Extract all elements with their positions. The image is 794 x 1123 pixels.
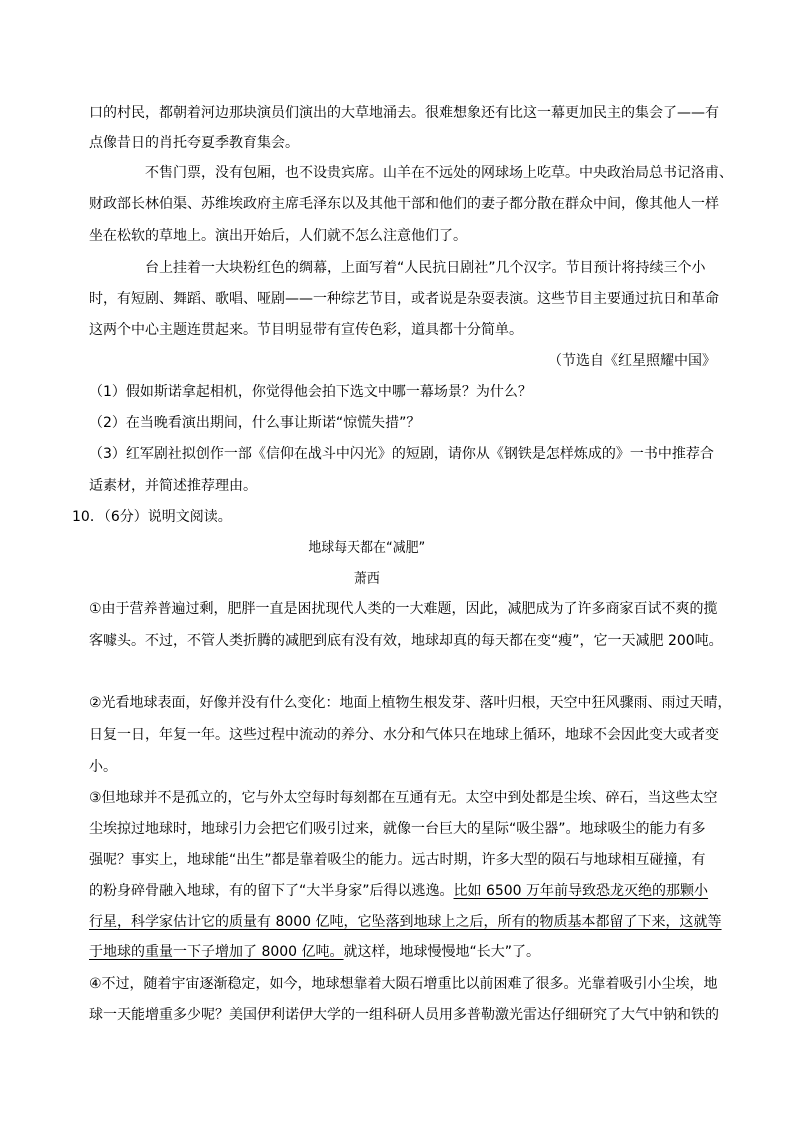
article-paragraph-4-line: 球一天能增重多少呢？美国伊利诺伊大学的一组科研人员用多普勒激光雷达仔细研究了大气中钠和铁的 xyxy=(89,1007,719,1023)
question-10-header: 10．（6分）说明文阅读。 xyxy=(72,509,232,525)
article-paragraph-2-line: ②光看地球表面，好像并没有什么变化：地面上植物生根发芽、落叶归根，天空中狂风骤雨、雨过天晴， xyxy=(89,695,732,711)
article-paragraph-1-line: 客噱头。不过，不管人类折腾的减肥到底有没有效，地球却真的每天都在变“瘦”，它一天减肥 200吨。 xyxy=(89,633,723,649)
article-paragraph-3-line xyxy=(89,881,708,901)
passage-line: 时，有短剧、舞蹈、歌唱、哑剧——一种综艺节目，或者说是杂耍表演。这些节目主要通过抗日和革命 xyxy=(89,291,719,307)
underlined-sentence: 于地球的重量一下子增加了 8000 亿吨。 xyxy=(89,944,344,960)
passage-line: 口的村民，都朝着河边那块演员们演出的大草地涌去。很难想象还有比这一幕更加民主的集会了——有 xyxy=(89,105,719,121)
question-item: （1）假如斯诺拿起相机，你觉得他会拍下选文中哪一幕场景？为什么？ xyxy=(89,384,532,400)
passage-line: 这两个中心主题连贯起来。节目明显带有宣传色彩，道具都十分简单。 xyxy=(89,322,523,338)
article-paragraph-3-line: 强呢？事实上，地球能“出生”都是靠着吸尘的能力。远古时期，许多大型的陨石与地球相互碰撞，有 xyxy=(89,852,706,868)
passage-line: 点像昔日的肖托夸夏季教育集会。 xyxy=(89,135,299,151)
article-text: 就这样，地球慢慢地“长大”了。 xyxy=(343,944,541,960)
article-title: 地球每天都在“减肥” xyxy=(308,540,426,556)
article-paragraph-4-line: ④不过，随着宇宙逐渐稳定，如今，地球想靠着大陨石增重比以前困难了很多。光靠着吸引小尘埃，地 xyxy=(89,976,718,992)
article-paragraph-2-line: 日复一日，年复一年。这些过程中流动的养分、水分和气体只在地球上循环，地球不会因此变大或者变 xyxy=(89,727,719,743)
passage-line: 不售门票，没有包厢，也不设贵宾席。山羊在不远处的网球场上吃草。中央政治局总书记洛甫、 xyxy=(145,165,733,181)
article-author: 萧西 xyxy=(353,571,380,587)
underlined-sentence: 比如 6500 万年前导致恐龙灭绝的那颗小 xyxy=(453,883,709,899)
question-item: （3）红军剧社拟创作一部《信仰在战斗中闪光》的短剧，请你从《钢铁是怎样炼成的》一书中推荐合 xyxy=(89,446,714,462)
article-paragraph-3-line: 尘埃掠过地球时，地球引力会把它们吸引过来，就像一台巨大的星际“吸尘器”。地球吸尘的能力有多 xyxy=(89,821,706,837)
article-paragraph-2-line: 小。 xyxy=(89,759,117,775)
question-item: 适素材，并简述推荐理由。 xyxy=(89,478,257,494)
passage-line: 台上挂着一大块粉红色的绸幕，上面写着“人民抗日剧社”几个汉字。节目预计将持续三个小 xyxy=(145,260,706,276)
article-paragraph-3-line xyxy=(89,942,540,962)
passage-source: （节选自《红星照耀中国》 xyxy=(548,353,716,369)
passage-line: 坐在松软的草地上。演出开始后，人们就不怎么注意他们了。 xyxy=(89,228,467,244)
underlined-sentence: 行星，科学家估计它的质量有 8000 亿吨，它坠落到地球上之后，所有的物质基本都留了下来，这就等 xyxy=(89,914,722,930)
article-text: 的粉身碎骨融入地球，有的留下了“大半身家”后得以逃逸。 xyxy=(89,883,454,899)
article-paragraph-1-line: ①由于营养普遍过剩，肥胖一直是困扰现代人类的一大难题，因此，减肥成为了许多商家百试不爽的揽 xyxy=(89,601,718,617)
article-paragraph-3-line: ③但地球并不是孤立的，它与外太空每时每刻都在互通有无。太空中到处都是尘埃、碎石，当这些太空 xyxy=(89,790,718,806)
question-item: （2）在当晚看演出期间，什么事让斯诺“惊慌失措”？ xyxy=(89,415,421,431)
passage-line: 财政部长林伯渠、苏维埃政府主席毛泽东以及其他干部和他们的妻子都分散在群众中间，像其他人一样 xyxy=(89,196,719,212)
